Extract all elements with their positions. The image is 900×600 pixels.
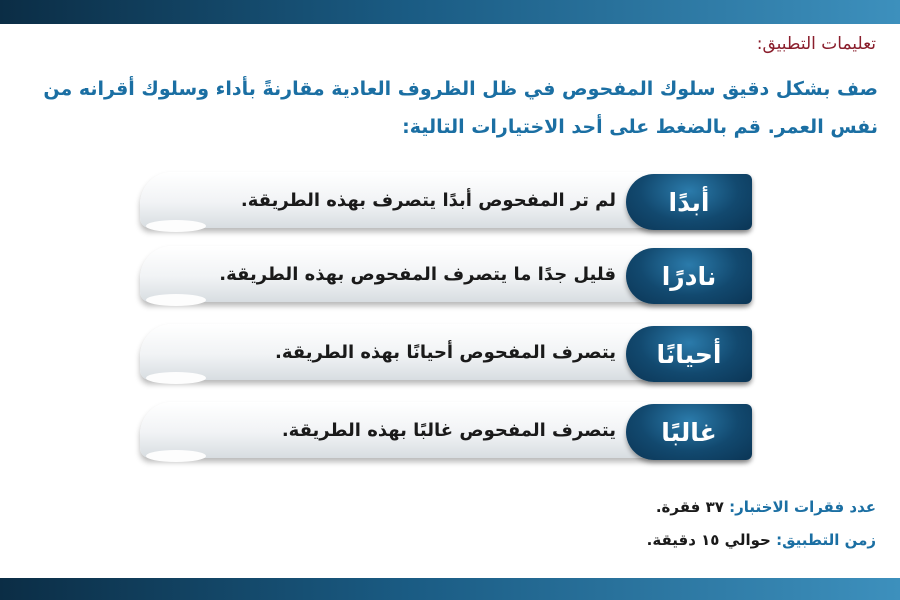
option-never-button[interactable]: أبدًا bbox=[626, 174, 752, 230]
top-banner bbox=[0, 0, 900, 24]
option-often[interactable] bbox=[140, 402, 752, 462]
instructions-text: صف بشكل دقيق سلوك المفحوص في ظل الظروف العادية مقارنةً بأداء وسلوك أقرانه من نفس العمر. قم بالضغط على أحد الاختيارات التالية: bbox=[43, 78, 878, 138]
test-items-count bbox=[656, 498, 876, 516]
option-never-description: لم تر المفحوص أبدًا يتصرف بهذه الطريقة. bbox=[240, 189, 616, 211]
option-sometimes[interactable] bbox=[140, 324, 752, 384]
instructions-title: تعليمات التطبيق: bbox=[756, 34, 876, 54]
option-sometimes-button[interactable]: أحيانًا bbox=[626, 326, 752, 382]
application-time-label: زمن التطبيق: bbox=[776, 531, 876, 549]
bottom-banner bbox=[0, 578, 900, 600]
option-never[interactable] bbox=[140, 172, 752, 232]
option-rarely[interactable] bbox=[140, 246, 752, 306]
option-rarely-description: قليل جدًا ما يتصرف المفحوص بهذه الطريقة. bbox=[219, 263, 616, 285]
option-rarely-button[interactable]: نادرًا bbox=[626, 248, 752, 304]
items-count-label: عدد فقرات الاختبار: bbox=[729, 498, 876, 516]
option-often-description: يتصرف المفحوص غالبًا بهذه الطريقة. bbox=[281, 419, 616, 441]
application-time-value: حوالي ١٥ دقيقة. bbox=[646, 531, 771, 549]
application-time bbox=[647, 531, 876, 549]
option-often-button[interactable]: غالبًا bbox=[626, 404, 752, 460]
items-count-value: ٣٧ فقرة. bbox=[655, 498, 724, 516]
option-sometimes-description: يتصرف المفحوص أحيانًا بهذه الطريقة. bbox=[275, 341, 616, 363]
